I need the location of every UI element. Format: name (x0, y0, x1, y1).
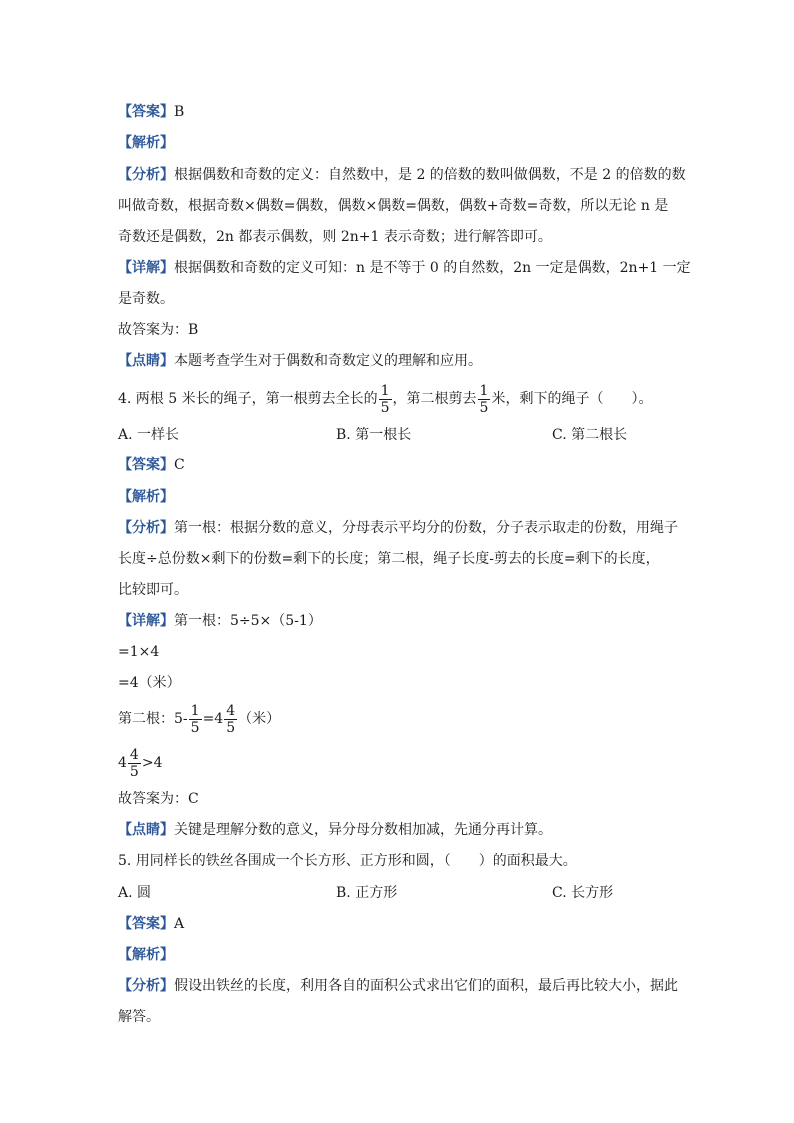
q5-fenxi-line-2: 解答。 (118, 1009, 160, 1025)
fenxi-text: 假设出铁丝的长度，利用各自的面积公式求出它们的面积，最后再比较大小，据此 (174, 978, 678, 994)
q4-stem-part-a: 4. 两根 5 米长的绳子，第一根剪去全长的 (118, 391, 378, 407)
xiangjie-text: 根据偶数和奇数的定义可知：n 是不等于 0 的自然数，2n 一定是偶数，2n+1 一定 (174, 260, 691, 276)
q4-option-c: C. 第二根长 (552, 427, 628, 443)
q4-step-3: =4（米） (118, 675, 181, 691)
second-calc-part-a: 第二根：5- (118, 711, 188, 727)
q3-fenxi-line-1 (118, 165, 686, 185)
q3-fenxi-line-2: 叫做奇数，根据奇数×偶数=偶数，偶数×偶数=偶数，偶数+奇数=奇数，所以无论 n 是 (118, 198, 669, 214)
fraction-cmp (128, 747, 141, 780)
cmp-rest: >4 (141, 755, 163, 771)
analysis-tag: 【解析】 (118, 135, 174, 151)
frac-numerator: 4 (226, 702, 236, 719)
answer-value: A (174, 916, 185, 932)
answer-tag: 【答案】 (118, 457, 174, 473)
fenxi-text: 根据偶数和奇数的定义：自然数中，是 2 的倍数的数叫做偶数，不是 2 的倍数的数 (174, 167, 686, 183)
q4-second-rope-calc (118, 700, 280, 738)
q4-option-a: A. 一样长 (118, 427, 180, 443)
q3-xiangjie-line-2: 是奇数。 (118, 291, 174, 307)
frac-numerator: 1 (380, 382, 390, 399)
dianjing-tag: 【点睛】 (118, 353, 174, 369)
q4-fenxi-line-1 (118, 518, 678, 538)
frac-numerator: 1 (190, 702, 200, 719)
q3-conclusion: 故答案为：B (118, 322, 199, 338)
q5-analysis-line (118, 945, 174, 965)
frac-numerator: 1 (479, 382, 489, 399)
answer-value: C (174, 457, 185, 473)
q4-stem (118, 380, 652, 418)
frac-denominator: 5 (226, 719, 236, 736)
dianjing-text: 本题考查学生对于偶数和奇数定义的理解和应用。 (174, 353, 482, 369)
q4-stem-part-c: 米，剩下的绳子（ ）。 (491, 391, 653, 407)
q5-option-b: B. 正方形 (336, 885, 398, 901)
fenxi-tag: 【分析】 (118, 167, 174, 183)
answer-value: B (174, 104, 185, 120)
q4-comparison (118, 744, 162, 782)
fraction-one-fifth-calc (189, 703, 202, 736)
xiangjie-text: 第一根：5÷5×（5-1） (174, 613, 322, 629)
frac-denominator: 5 (190, 719, 200, 736)
cmp-whole: 4 (118, 755, 127, 771)
frac-denominator: 5 (380, 399, 390, 416)
q5-option-c: C. 长方形 (552, 885, 614, 901)
q4-step-2: =1×4 (118, 644, 160, 660)
dianjing-tag: 【点睛】 (118, 822, 174, 838)
analysis-tag: 【解析】 (118, 489, 174, 505)
xiangjie-tag: 【详解】 (118, 260, 174, 276)
q4-fenxi-line-2: 长度÷总份数×剩下的份数=剩下的长度；第二根，绳子长度-剪去的长度=剩下的长度， (118, 551, 660, 567)
q3-analysis-line (118, 133, 174, 153)
q4-dianjing-line (118, 820, 552, 840)
q5-fenxi-line-1 (118, 976, 678, 996)
answer-tag: 【答案】 (118, 104, 174, 120)
fenxi-tag: 【分析】 (118, 978, 174, 994)
fenxi-text: 第一根：根据分数的意义，分母表示平均分的份数，分子表示取走的份数，用绳子 (174, 520, 678, 536)
analysis-tag: 【解析】 (118, 947, 174, 963)
answer-tag: 【答案】 (118, 916, 174, 932)
q4-conclusion: 故答案为：C (118, 791, 199, 807)
fraction-four-fifths (224, 703, 237, 736)
q3-xiangjie-line-1 (118, 258, 691, 278)
q4-answer-line (118, 455, 185, 475)
frac-denominator: 5 (479, 399, 489, 416)
fenxi-tag: 【分析】 (118, 520, 174, 536)
fraction-one-fifth-meter (478, 383, 491, 416)
dianjing-text: 关键是理解分数的意义，异分母分数相加减，先通分再计算。 (174, 822, 552, 838)
xiangjie-tag: 【详解】 (118, 613, 174, 629)
q3-fenxi-line-3: 奇数还是偶数，2n 都表示偶数，则 2n+1 表示奇数；进行解答即可。 (118, 229, 552, 245)
q3-answer-line (118, 102, 184, 122)
fraction-one-fifth (379, 383, 392, 416)
q4-stem-part-b: ，第二根剪去 (392, 391, 477, 407)
q3-dianjing-line (118, 351, 482, 371)
q5-answer-line (118, 914, 184, 934)
second-calc-part-b: =4 (202, 711, 224, 727)
q4-fenxi-line-3: 比较即可。 (118, 582, 188, 598)
q5-stem: 5. 用同样长的铁丝各围成一个长方形、正方形和圆，（ ）的面积最大。 (118, 853, 577, 869)
q4-option-b: B. 第一根长 (336, 427, 412, 443)
q5-option-a: A. 圆 (118, 885, 152, 901)
second-calc-part-c: （米） (238, 711, 281, 727)
frac-denominator: 5 (129, 763, 139, 780)
q4-xiangjie-line-1 (118, 611, 322, 631)
frac-numerator: 4 (129, 746, 139, 763)
q4-analysis-line (118, 487, 174, 507)
